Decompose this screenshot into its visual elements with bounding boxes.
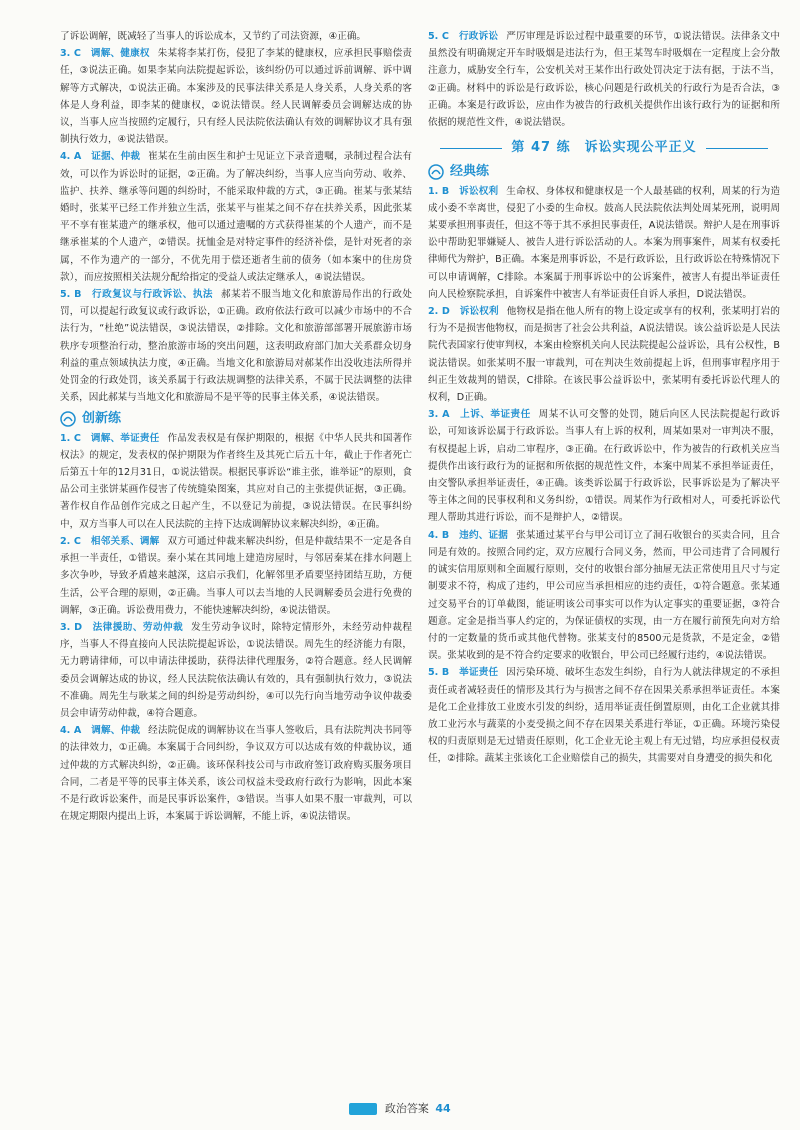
answer-entry (428, 303, 780, 406)
answer-entry (60, 286, 412, 406)
answer-list-c (428, 28, 780, 131)
answer-explanation: 朱某将李某打伤，侵犯了李某的健康权，应承担民事赔偿责任，③说法正确。如果李某向法院提起诉讼，该纠纷仍可以通过诉前调解、诉中调解等方式解决，①说法正确。本案涉及的民事法律关系是人身关系，人身关系的客体是人身利益，即李某的健康权，②说法错误。经人民调解委员会调解达成的协议，当事人应当按照约定履行，只有经人民法院依法确认有效的调解协议才具有强制执行效力，④说法错误。 (60, 48, 412, 146)
answer-explanation: 周某不认可交警的处罚，随后向区人民法院提起行政诉讼，可知该诉讼属于行政诉讼。当事人有上诉的权利，周某如果对一审判决不服，有权提起上诉，启动二审程序，③正确。在行政诉讼中，作为被告的行政机关应当提供作出该行政行为的证据和所依据的规范性文件，本案中周某不承担举证责任，由交警队承担举证责任，④正确。该类诉讼属于行政诉讼，民事诉讼是为了解决平等主体之间的民事权利和义务纠纷，①错误。周某作为行政相对人，可委托诉讼代理人帮助其进行诉讼，而不是辩护人，②错误。 (428, 409, 780, 524)
answer-topic-tag: 调解、仲裁 (91, 725, 141, 737)
answer-entry (60, 148, 412, 286)
answer-topic-tag: 调解、健康权 (90, 48, 150, 60)
answer-topic-tag: 上诉、举证责任 (460, 409, 531, 421)
answer-entry (60, 722, 412, 825)
answer-number: 4. B (428, 529, 450, 541)
section-innovate-title: 创新练 (82, 411, 122, 427)
answer-topic-tag: 行政诉讼 (458, 31, 499, 42)
answer-explanation: 他物权是指在他人所有的物上设定或享有的权利，张某明打岩的行为不是损害他物权，而是损害了社会公共利益，A说法错误。该公益诉讼是人民法院代表国家行使审判权，本案由检察机关向人民法院提起公益诉讼，具有公权性，B说法错误。如张某明不服一审裁判，可在判决生效前提起上诉，但刑事审程序用于纠正生效裁判的错误，C排除。在该民事公益诉讼中，张某明有委托诉讼代理人的权利，D正确。 (428, 306, 780, 404)
answer-entry (60, 533, 412, 619)
answer-number: 3. D (60, 621, 83, 633)
answer-number: 1. B (428, 185, 450, 197)
right-column (428, 28, 780, 1098)
left-column (60, 28, 412, 1098)
section-classic-header (428, 163, 780, 180)
answer-topic-tag: 诉讼权利 (459, 306, 499, 318)
answer-explanation: 严厉审理是诉讼过程中最重要的环节，①说法错误。法律条文中虽然没有明确规定开车时吸烟是违法行为，但王某驾车时吸烟在一定程度上会分散注意力，威胁安全行车，公安机关对王某作出行政处罚决定于法有据，于法不当，②正确。材料中的诉讼是行政诉讼，核心问题是行政机关的行政行为是否合法，③正确。本案是行政诉讼，应由作为被告的行政机关提供作出该行政行为的证据和所依据的规范性文件，④说法错误。 (428, 31, 780, 129)
answer-topic-tag: 举证责任 (459, 667, 499, 679)
answer-number: 5. B (60, 289, 82, 301)
answer-entry (428, 664, 780, 767)
answer-explanation: 发生劳动争议时，除特定情形外，未经劳动仲裁程序，当事人不得直接向人民法院提起诉讼，①说法错误。周先生的经济能力有限，无力聘请律师，可以申请法律援助，获得法律代理服务，②符合题意。经人民调解委员会调解达成的协议，经人民法院依法确认有效的，具有强制执行效力，③说法不准确。周先生与耿某之间的纠纷是劳动纠纷，④可以先行向当地劳动争议仲裁委员会申请劳动仲裁，④符合题意。 (60, 621, 412, 719)
answer-explanation: 双方可通过仲裁来解决纠纷，但是仲裁结果不一定是各自承担一半责任，①错误。秦小某在其同地上建造房屋时，与邻居秦某在排水问题上多次争吵，导致矛盾越来越深，这启示我们，化解邻里矛盾要坚持团结互助，方便生活，公平合理的原则，②正确。当事人可以去当地的人民调解委员会进行免费的调解，③正确。诉讼费用费力，不能快速解决纠纷，④说法错误。 (60, 535, 412, 616)
chapter-rule-left (440, 148, 502, 149)
answer-number: 4. A (60, 151, 82, 163)
answer-number: 2. D (428, 306, 450, 318)
chapter-rule-right (706, 148, 768, 149)
answer-explanation: 因污染环境、破坏生态发生纠纷，自行为人就法律规定的不承担责任或者减轻责任的情形及其行为与损害之间不存在因果关系承担举证责任。本案是化工企业排放工业废水引发的纠纷，适用举证责任倒置原则，由化工企业就其排放工业污水与蔬菜的小麦受损之间不存在因果关系进行举证，①正确。环境污染侵权的归责原则是无过错责任原则，化工企业无论主观上有无过错，均应承担侵权责任，②排除。蔬某主张该化工企业赔偿自己的损失，其需要对自身遭受的损失和化 (428, 667, 780, 765)
page-number: 44 (435, 1102, 451, 1115)
answer-topic-tag: 法律援助、劳动仲裁 (92, 621, 184, 633)
answer-topic-tag: 调解、举证责任 (90, 432, 160, 444)
answer-explanation: 作品发表权是有保护期限的，根据《中华人民共和国著作权法》的规定，发表权的保护期限为作者终生及其死亡后五十年，截止于作者死亡后第五十年的12月31日，①说法错误。根据民事诉讼“谁主张，谁举证”的原则，食品公司主张饼某画作侵害了传统缝染图案，其应对自己的主张提供证据，③正确。著作权自作品创作完成之日起产生，不以登记为前提，③说法错误。在民事纠纷中，双方当事人可以在人民法院的主持下达成调解协议来解决纠纷，④正确。 (60, 432, 412, 530)
chapter-title: 第 47 练 诉讼实现公平正义 (511, 140, 697, 156)
answer-number: 1. C (60, 432, 81, 444)
answer-explanation: 生命权、身体权和健康权是一个人最基础的权利，周某的行为造成小委不幸离世，侵犯了小委的生命权。鼓高人民法院依法判处周某死刑，说明周某要承担刑事责任，但这不等于其不承担民事责任，A说法错误。辩护人是在刑事诉讼中帮助犯罪嫌疑人、被告人进行诉讼活动的人。本案为刑事案件，周某有权委托律师代为辩护，B正确。本案是刑事诉讼，不是行政诉讼，且行政诉讼在特殊情况下可以申请调解，C排除。本案属于刑事诉讼中的公诉案件，被害人有提出举证责任向人民检察院承担，自诉案件中被害人有举证责任自诉人承担，D说法错误。 (428, 185, 780, 300)
answer-list-d (428, 183, 780, 768)
footer-label: 政治答案 (384, 1102, 429, 1115)
answer-explanation: 张某通过某平台与甲公司订立了洞石收银台的买卖合同，且合同是有效的。按照合同约定，双方应履行合同义务，然而，甲公司违背了合同履行的诚实信用原则和全面履行原则，交付的收银台部分抽屉无法正常使用且尺寸与定制要求不符，构成了违约，甲公司应当承担相应的违约责任，①符合题意。张某通过交易平台的订单截图，能证明该公司事实可以作为认定事实的重要证据，③符合题意。定金是指当事人约定的，为保证债权的实现，由一方在履行前预先向对方给付的一定数量的货币或其他代替物。张某支付的8500元是货款，不是定金，②错误。张某收到的是不符合约定要求的收银台，甲公司已经履行违约，④说法错误。 (428, 529, 780, 662)
answer-explanation: 崔某在生前由医生和护士见证立下录音遗嘱，录制过程合法有效，可以作为诉讼时的证据，②正确。为了解决纠纷，当事人应当向劳动、收养、监护、扶养、继承等问题的纠纷时，不能采取仲裁的方式，③正确。崔某与张某结婚时，张某平已经工作并独立生活，张某平与崔某之间不存在扶养关系，因此张某平不享有崔某遗产的继承权，他可以通过遗嘱的方式获得崔某的个人遗产，而不是继承崔某的个人遗产，②错误。抚恤金是对特定事件的经济补偿，是针对死者的亲属，不作为遗产的一部分，不优先用于偿还逝者生前的债务（如本案中的住房贷款），而应按照相关法规分配给指定的受益人或法定继承人，④说法错误。 (60, 151, 412, 283)
answer-explanation: 经法院促成的调解协议在当事人签收后，具有法院判决书同等的法律效力，①正确。本案属于合同纠纷，争议双方可以达成有效的仲裁协议，通过仲裁的方式解决纠纷，②正确。该环保科技公司与市政府签订政府购买服务项目合同，二者是平等的民事主体关系，该公司权益未受政府行政行为影响，因此本案不是行政诉讼案件，而是民事诉讼案件，③错误。当事人如果不服一审裁判，可以在规定期限内提出上诉，本案属于诉讼调解，不能上诉，④说法错误。 (60, 725, 412, 823)
answer-number: 5. B (428, 667, 450, 679)
answer-topic-tag: 诉讼权利 (459, 185, 499, 197)
answer-number: 3. C (60, 48, 81, 60)
answer-number: 5. C (428, 31, 449, 42)
section-classic-title: 经典练 (450, 164, 490, 180)
answer-entry (60, 430, 412, 533)
answer-number: 4. A (60, 725, 82, 737)
answer-number: 3. A (428, 409, 450, 421)
answer-list-a (60, 45, 412, 406)
answer-entry (60, 619, 412, 722)
top-fragment: 了诉讼调解，既减轻了当事人的诉讼成本，又节约了司法资源，④正确。 (60, 31, 367, 42)
section-innovate-header (60, 410, 412, 427)
answer-entry (60, 45, 412, 148)
answer-topic-tag: 证据、仲裁 (91, 151, 141, 163)
section-badge-icon (428, 164, 444, 180)
chapter-header (428, 139, 780, 157)
section-badge-icon (60, 411, 76, 427)
answer-list-b (60, 430, 412, 826)
answer-entry (428, 406, 780, 526)
answer-explanation: 郝某若不服当地文化和旅游局作出的行政处罚，可以提起行政复议或行政诉讼，①正确。政府依法行政可以减少市场中的不合法行为，“杜绝”说法错误，③说法错误，②排除。文化和旅游部部署开展旅游市场秩序专项整治行动，整治旅游市场的突出问题，这表明政府部门加大关系群众切身利益的重点领域执法力度，④正确。当地文化和旅游局对郝某作出没收违法所得并处罚金的行政处罚，该关系属于行政法规调整的法律关系，不属于民法调整的法律关系，因此郝某与当地文化和旅游局不是平等的民事主体关系，④说法错误。 (60, 289, 412, 404)
page-footer (0, 1100, 800, 1116)
answer-entry (428, 183, 780, 303)
answer-topic-tag: 行政复议与行政诉讼、执法 (92, 289, 213, 301)
answer-topic-tag: 违约、证据 (459, 529, 509, 541)
answer-number: 2. C (60, 535, 81, 547)
answer-entry (428, 28, 780, 131)
answer-topic-tag: 相邻关系、调解 (90, 535, 160, 547)
publisher-logo-icon (349, 1103, 377, 1115)
answer-entry (428, 527, 780, 665)
